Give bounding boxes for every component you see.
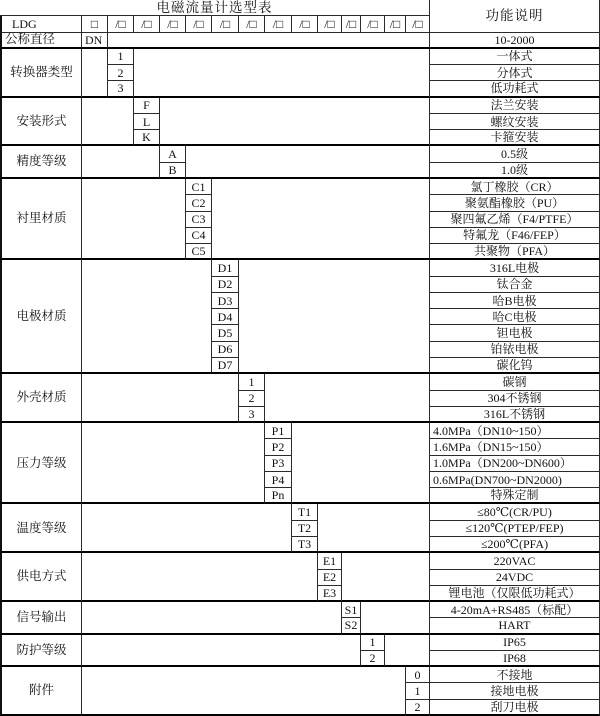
option-code-cell: E1 — [318, 553, 342, 569]
option-code-cell: 2 — [361, 651, 385, 667]
section-label: 衬里材质 — [0, 179, 82, 260]
option-desc-cell: 卡箍安装 — [430, 130, 600, 146]
option-desc-cell: 聚氨酯橡胶（PU） — [430, 195, 600, 211]
option-desc-cell: 0.5级 — [430, 146, 600, 162]
filler-cell — [361, 602, 430, 635]
option-code-cell: T3 — [292, 537, 318, 553]
option-desc-cell: 4.0MPa（DN10~150） — [430, 423, 600, 439]
section-label: 转换器类型 — [0, 49, 82, 98]
option-desc-cell: 螺纹安装 — [430, 114, 600, 130]
filler-cell — [82, 49, 108, 98]
option-desc-cell: IP65 — [430, 635, 600, 651]
option-code-cell: P2 — [265, 439, 292, 455]
option-desc-cell: ≤80℃(CR/PU) — [430, 504, 600, 520]
option-desc-cell: 碳钢 — [430, 374, 600, 390]
option-code-cell: C5 — [186, 244, 212, 260]
filler-cell — [82, 635, 361, 668]
model-slot-cell: /□ — [108, 16, 134, 32]
filler-cell — [342, 553, 430, 602]
option-code-cell: D2 — [212, 277, 239, 293]
option-code-cell: D5 — [212, 325, 239, 341]
option-code-cell: C4 — [186, 228, 212, 244]
option-code-cell: P4 — [265, 472, 292, 488]
diameter-desc-cell: 10-2000 — [430, 33, 600, 49]
filler-cell — [160, 98, 430, 147]
option-desc-cell: 4-20mA+RS485（标配） — [430, 602, 600, 618]
section-label: 附件 — [0, 667, 82, 716]
filler-cell — [82, 98, 134, 147]
option-code-cell: C1 — [186, 179, 212, 195]
option-desc-cell: 碳化钨 — [430, 358, 600, 374]
model-slot-cell: /□ — [134, 16, 160, 32]
model-slot-cell: /□ — [292, 16, 318, 32]
filler-cell — [82, 179, 186, 260]
option-code-cell: S2 — [342, 618, 361, 634]
option-desc-cell: 1.0MPa（DN200~DN600） — [430, 456, 600, 472]
option-code-cell: T2 — [292, 521, 318, 537]
option-desc-cell: 24VDC — [430, 570, 600, 586]
model-slot-cell: /□ — [361, 16, 385, 32]
option-code-cell: C3 — [186, 212, 212, 228]
option-desc-cell: 刮刀电极 — [430, 700, 600, 716]
option-desc-cell: 锂电池（仅限低功耗式） — [430, 586, 600, 602]
option-desc-cell: 哈B电极 — [430, 293, 600, 309]
option-desc-cell: 1.6MPa（DN15~150） — [430, 439, 600, 455]
option-desc-cell: 铂铱电极 — [430, 342, 600, 358]
option-desc-cell: 0.6MPa(DN700~DN2000) — [430, 472, 600, 488]
option-desc-cell: 哈C电极 — [430, 309, 600, 325]
filler-cell — [134, 49, 430, 98]
option-desc-cell: 不接地 — [430, 667, 600, 683]
model-slot-cell: /□ — [318, 16, 342, 32]
option-desc-cell: 钛合金 — [430, 277, 600, 293]
section-label: 电极材质 — [0, 260, 82, 374]
filler-cell — [82, 667, 406, 716]
option-desc-cell: 220VAC — [430, 553, 600, 569]
option-code-cell: 3 — [239, 407, 265, 423]
option-code-cell: 1 — [406, 683, 430, 699]
diameter-label: 公称直径 — [0, 33, 82, 49]
option-desc-cell: ≤120℃(PTEP/FEP) — [430, 521, 600, 537]
option-code-cell: 2 — [239, 391, 265, 407]
option-code-cell: K — [134, 130, 160, 146]
option-desc-cell: 特氟龙（F46/FEP） — [430, 228, 600, 244]
section-label: 压力等级 — [0, 423, 82, 504]
option-code-cell: A — [160, 146, 186, 162]
option-code-cell: D3 — [212, 293, 239, 309]
option-code-cell: B — [160, 163, 186, 179]
function-column-header: 功能说明 — [430, 0, 600, 33]
option-code-cell: D6 — [212, 342, 239, 358]
model-slot-cell: /□ — [186, 16, 212, 32]
filler-cell — [292, 423, 430, 504]
model-slot-cell: /□ — [406, 16, 430, 32]
filler-cell — [385, 635, 430, 668]
option-desc-cell: 1.0级 — [430, 163, 600, 179]
model-slot-cell: /□ — [342, 16, 361, 32]
section-label: 温度等级 — [0, 504, 82, 553]
option-code-cell: L — [134, 114, 160, 130]
option-code-cell: S1 — [342, 602, 361, 618]
option-desc-cell: 氯丁橡胶（CR） — [430, 179, 600, 195]
model-first-box-cell: □ — [82, 16, 108, 32]
section-label: 外壳材质 — [0, 374, 82, 423]
section-label: 安装形式 — [0, 98, 82, 147]
filler-cell — [239, 260, 430, 374]
option-desc-cell: 分体式 — [430, 65, 600, 81]
option-code-cell: 2 — [406, 700, 430, 716]
model-slot-cell: /□ — [212, 16, 239, 32]
filler-cell — [82, 504, 292, 553]
option-code-cell: 1 — [361, 635, 385, 651]
filler-cell — [82, 423, 265, 504]
section-label: 信号输出 — [0, 602, 82, 635]
option-desc-cell: HART — [430, 618, 600, 634]
model-slot-cell: /□ — [385, 16, 406, 32]
option-desc-cell: 316L不锈钢 — [430, 407, 600, 423]
filler-cell — [82, 146, 160, 179]
table-title: 电磁流量计选型表 — [0, 0, 430, 16]
option-code-cell: 2 — [108, 65, 134, 81]
option-desc-cell: 法兰安装 — [430, 98, 600, 114]
section-label: 防护等级 — [0, 635, 82, 668]
option-code-cell: D1 — [212, 260, 239, 276]
option-desc-cell: 低功耗式 — [430, 81, 600, 97]
filler-cell — [108, 33, 430, 49]
option-desc-cell: ≤200℃(PFA) — [430, 537, 600, 553]
option-desc-cell: 共聚物（PFA） — [430, 244, 600, 260]
option-desc-cell: 钽电极 — [430, 325, 600, 341]
option-code-cell: D4 — [212, 309, 239, 325]
option-code-cell: P1 — [265, 423, 292, 439]
option-desc-cell: IP68 — [430, 651, 600, 667]
option-desc-cell: 聚四氟乙烯（F4/PTFE） — [430, 212, 600, 228]
section-label: 供电方式 — [0, 553, 82, 602]
option-code-cell: E2 — [318, 570, 342, 586]
option-desc-cell: 304不锈钢 — [430, 391, 600, 407]
model-prefix-cell: LDG — [0, 16, 82, 32]
filler-cell — [82, 374, 239, 423]
option-desc-cell: 接地电极 — [430, 683, 600, 699]
option-code-cell: E3 — [318, 586, 342, 602]
option-code-cell: D7 — [212, 358, 239, 374]
option-code-cell: Pn — [265, 488, 292, 504]
option-code-cell: 1 — [108, 49, 134, 65]
diameter-code-cell: DN — [82, 33, 108, 49]
option-desc-cell: 特殊定制 — [430, 488, 600, 504]
option-desc-cell: 316L电极 — [430, 260, 600, 276]
option-code-cell: P3 — [265, 456, 292, 472]
option-code-cell: C2 — [186, 195, 212, 211]
model-slot-cell: /□ — [265, 16, 292, 32]
option-code-cell: F — [134, 98, 160, 114]
filler-cell — [186, 146, 430, 179]
filler-cell — [265, 374, 430, 423]
option-code-cell: T1 — [292, 504, 318, 520]
section-label: 精度等级 — [0, 146, 82, 179]
filler-cell — [212, 179, 430, 260]
filler-cell — [318, 504, 430, 553]
filler-cell — [82, 260, 212, 374]
option-code-cell: 0 — [406, 667, 430, 683]
filler-cell — [82, 602, 342, 635]
option-code-cell: 3 — [108, 81, 134, 97]
model-slot-cell: /□ — [160, 16, 186, 32]
option-code-cell: 1 — [239, 374, 265, 390]
model-slot-cell: /□ — [239, 16, 265, 32]
option-desc-cell: 一体式 — [430, 49, 600, 65]
filler-cell — [82, 553, 318, 602]
